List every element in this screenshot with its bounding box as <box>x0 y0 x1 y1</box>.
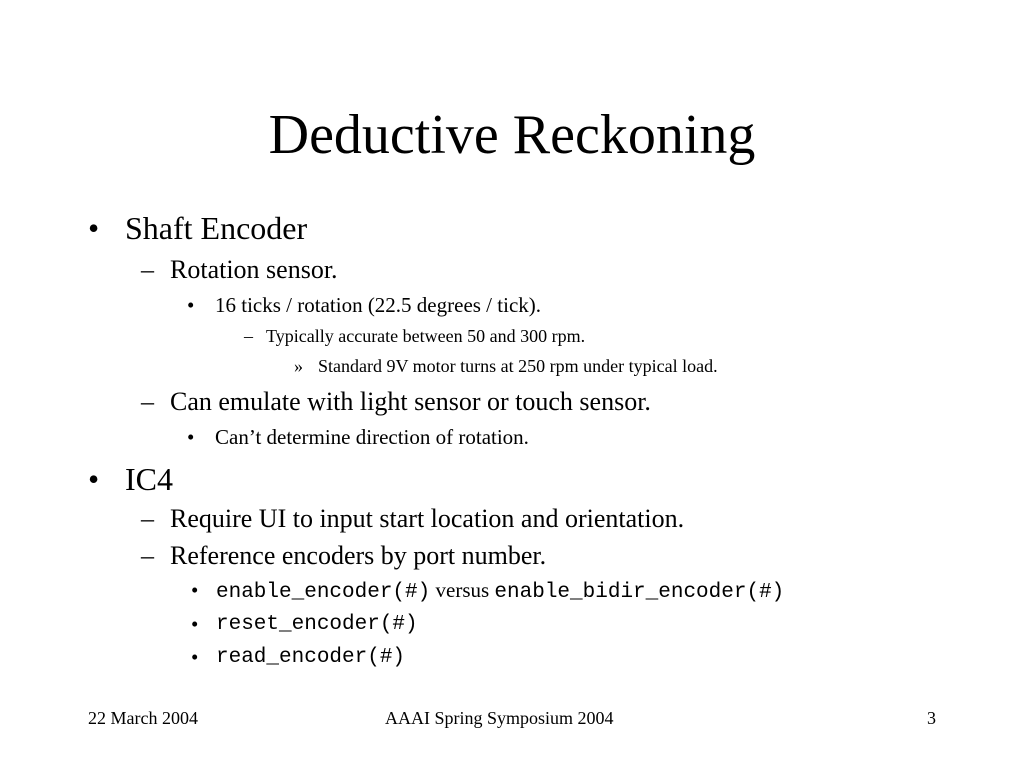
bullet-ticks-per-rotation: 16 ticks / rotation (22.5 degrees / tick). <box>215 293 542 317</box>
bullet-cant-determine-direction: Can’t determine direction of rotation. <box>215 425 529 449</box>
bullet-shaft-encoder: Shaft Encoder <box>125 210 308 246</box>
bullet-ic4: IC4 <box>125 461 173 497</box>
dash-marker: – <box>141 387 154 416</box>
bullet-marker: • <box>187 425 195 449</box>
bullet-can-emulate: Can emulate with light sensor or touch sensor. <box>170 387 651 416</box>
dash-marker: – <box>244 326 253 346</box>
bullet-marker: • <box>88 461 100 497</box>
versus-text: versus <box>435 578 490 602</box>
footer-page-number: 3 <box>927 708 936 728</box>
code-read-encoder: read_encoder(#) <box>216 646 406 669</box>
bullet-reference-encoders: Reference encoders by port number. <box>170 541 547 570</box>
code-reset-encoder: reset_encoder(#) <box>216 613 418 636</box>
bullet-enable-encoder-line <box>216 580 784 603</box>
bullet-require-ui: Require UI to input start location and orientation. <box>170 504 685 533</box>
chevron-marker: » <box>294 356 303 376</box>
code-enable-encoder: enable_encoder(#) <box>216 581 431 604</box>
footer-date: 22 March 2004 <box>88 708 198 728</box>
bullet-typically-accurate: Typically accurate between 50 and 300 rpm. <box>266 326 586 346</box>
dash-marker: – <box>141 255 154 284</box>
bullet-marker: • <box>191 612 199 636</box>
code-enable-bidir-encoder: enable_bidir_encoder(#) <box>494 581 785 604</box>
footer-event: AAAI Spring Symposium 2004 <box>385 708 614 728</box>
dash-marker: – <box>141 504 154 533</box>
dash-marker: – <box>141 541 154 570</box>
bullet-rotation-sensor: Rotation sensor. <box>170 255 338 284</box>
slide-title: Deductive Reckoning <box>268 104 756 166</box>
bullet-marker: • <box>191 578 199 602</box>
bullet-marker: • <box>191 645 199 669</box>
bullet-marker: • <box>88 210 100 246</box>
bullet-marker: • <box>187 293 195 317</box>
bullet-standard-motor: Standard 9V motor turns at 250 rpm under typical load. <box>318 356 718 376</box>
